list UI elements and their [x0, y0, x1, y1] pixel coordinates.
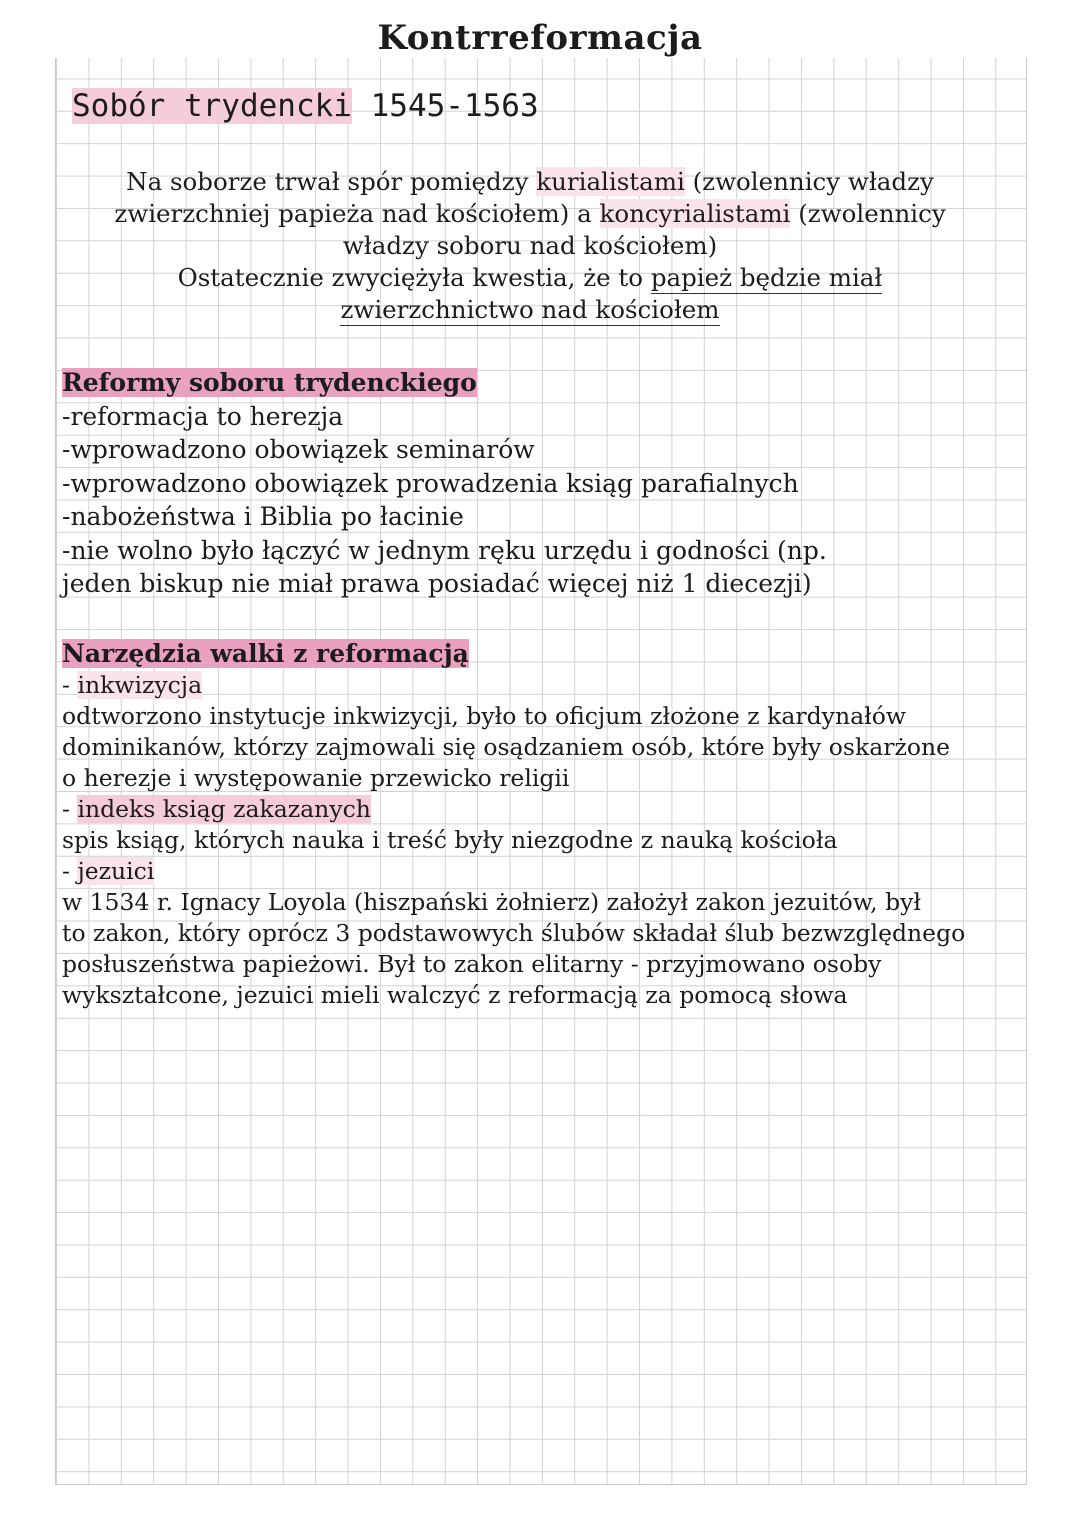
- tool-jezuici: jezuici: [77, 857, 155, 885]
- list-item: -nie wolno było łączyć w jednym ręku urzędu i godności (np.: [62, 535, 827, 565]
- dash: -: [62, 857, 70, 885]
- intro-text: Ostatecznie zwyciężyła kwestia, że to: [177, 263, 644, 292]
- subtitle-label: Sobór trydencki: [72, 88, 352, 124]
- underlined-conclusion: papież będzie miał: [650, 263, 883, 292]
- page-title: Kontrreformacja: [0, 18, 1080, 58]
- tools-section: [62, 638, 965, 1011]
- term-kurialistami: kurialistami: [536, 167, 685, 196]
- reforms-heading: Reformy soboru trydenckiego: [62, 368, 477, 397]
- dash: -: [62, 795, 70, 823]
- tool-description: to zakon, który oprócz 3 podstawowych ślubów składał ślub bezwzględnego: [62, 919, 966, 947]
- tool-indeks: indeks ksiąg zakazanych: [77, 795, 371, 823]
- tool-description: wykształcone, jezuici mieli walczyć z reformacją za pomocą słowa: [62, 981, 848, 1009]
- section-subtitle: [72, 88, 539, 124]
- tool-description: dominikanów, którzy zajmowali się osądzaniem osób, które były oskarżone: [62, 733, 951, 761]
- tool-description: posłuszeństwa papieżowi. Był to zakon elitarny - przyjmowano osoby: [62, 950, 882, 978]
- intro-text: Na soborze trwał spór pomiędzy: [126, 167, 529, 196]
- subtitle-years: 1545-1563: [370, 88, 539, 124]
- tool-inkwizycja: inkwizycja: [77, 671, 203, 699]
- dash: -: [62, 671, 70, 699]
- list-item: -wprowadzono obowiązek prowadzenia ksiąg parafialnych: [62, 468, 799, 498]
- tools-heading: Narzędzia walki z reformacją: [62, 639, 469, 668]
- list-item: jeden biskup nie miał prawa posiadać więcej niż 1 diecezji): [62, 569, 812, 598]
- intro-text: (zwolennicy władzy: [692, 167, 934, 196]
- underlined-conclusion: zwierzchnictwo nad kościołem: [340, 295, 720, 324]
- intro-text: zwierzchniej papieża nad kościołem) a: [114, 199, 592, 228]
- list-item: -reformacja to herezja: [62, 401, 344, 431]
- tool-description: o herezje i występowanie przewicko religii: [62, 764, 570, 792]
- list-item: -nabożeństwa i Biblia po łacinie: [62, 502, 464, 531]
- tool-description: spis ksiąg, których nauka i treść były niezgodne z nauką kościoła: [62, 826, 838, 854]
- intro-paragraph: [60, 166, 1000, 326]
- tool-description: odtworzono instytucje inkwizycji, było to oficjum złożone z kardynałów: [62, 702, 906, 730]
- tool-description: w 1534 r. Ignacy Loyola (hiszpański żołnierz) założył zakon jezuitów, był: [62, 888, 922, 916]
- reforms-section: [62, 366, 827, 601]
- intro-text: władzy soboru nad kościołem): [342, 231, 718, 260]
- term-koncyrialistami: koncyrialistami: [599, 199, 791, 228]
- list-item: -wprowadzono obowiązek seminarów: [62, 435, 535, 464]
- intro-text: (zwolennicy: [798, 199, 946, 228]
